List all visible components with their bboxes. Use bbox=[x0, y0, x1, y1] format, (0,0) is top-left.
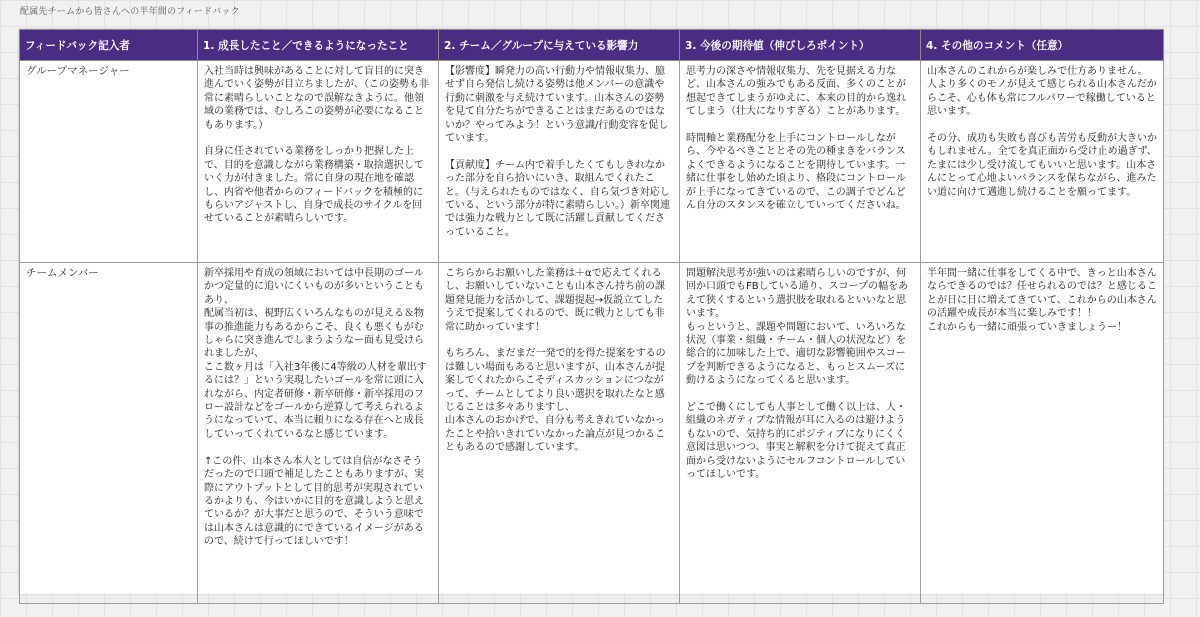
table-row bbox=[20, 61, 1164, 263]
header-growth[interactable]: 1. 成長したこと／できるようになったこと bbox=[198, 30, 439, 61]
header-expectations[interactable]: 3. 今後の期待値（伸びしろポイント） bbox=[680, 30, 921, 61]
header-reviewer[interactable]: フィードバック記入者 bbox=[20, 30, 198, 61]
growth-cell[interactable]: 新卒採用や育成の領域においては中長期のゴールかつ定量的に追いにくいものが多いということもあり、 配属当初は、視野広くいろんなものが見える＆物事の推進能力もあるからこそ、良くも悪くもがむしゃらに突き進んでしまうようなー面も見受けられましたが、 ここ数ヶ月は「入社3年後に4等級の人材を輩出するには？」という実現したいゴールを常に頭に入れながら、内定者研修・新卒研修・新卒採用のフロー設計などをゴールから逆算して考えられるようになっていて、本当に頼りになる存在へと成長していってくれているなと感じています。 ↑この件、山本さん本人としては自信がなさそうだったので口頭で補足したこともありますが、実際にアウトプットとして目的思考が実現されているかよりも、今はいかに目的を意識しようと思えているか？が大事だと思うので、そういう意味では山本さんは意識的にできているイメージがあるので、続けて行ってほしいです！ bbox=[198, 263, 439, 604]
table-header-row bbox=[20, 30, 1164, 61]
header-influence[interactable]: 2. チーム／グループに与えている影響力 bbox=[439, 30, 680, 61]
other-comments-cell[interactable]: 山本さんのこれからが楽しみで仕方ありません。人より多くのモノが見えて感じられる山本さんだからこそ、心も体も常にフルパワーで稼働していると思います。 その分、成功も失敗も喜びも苦労も反動が大きいかもしれません。全てを真正面から受け止め過ぎず、たまには少し受け流してもいいと思います。山本さんにとって心地よいバランスを保ちながら、進みたい道に向けて邁進し続けることを願ってます。 bbox=[921, 61, 1164, 263]
header-other-comments[interactable]: 4. その他のコメント（任意） bbox=[921, 30, 1164, 61]
table-row bbox=[20, 263, 1164, 604]
reviewer-cell[interactable]: チームメンバー bbox=[20, 263, 198, 604]
expectations-cell[interactable]: 問題解決思考が強いのは素晴らしいのですが、何回か口頭でもFBしている通り、スコープの幅をあえて狭くするという選択肢を取れるといいなと思います。 もっというと、課題や問題において、いろいろな状況（事業・組織・チーム・個人の状況など）を総合的に加味した上で、適切な影響範囲やスコープを判断できるようになると、もっとスムーズに動けるようになってくると思います。 どこで働くにしても人事として働く以上は、人・組織のネガティブな情報が耳に入るのは避けようもないので、気持ち的にポジティブになりにくく意図は思いつつ、事実と解釈を分けて捉えて真正面から受けないようにセルフコントロールしていってほしいです。 bbox=[680, 263, 921, 604]
feedback-table-frame bbox=[19, 29, 1163, 594]
reviewer-cell[interactable]: グループマネージャー bbox=[20, 61, 198, 263]
feedback-table bbox=[19, 29, 1164, 604]
board-title: 配属先チームから皆さんへの半年間のフィードバック bbox=[20, 7, 240, 17]
other-comments-cell[interactable]: 半年間一緒に仕事をしてくる中で、きっと山本さんならできるのでは？任せられるのでは？と感じることが日に日に増えてきていて、これからの山本さんの活躍や成長が本当に楽しみです！！ これからも一緒に頑張っていきましょうー！ bbox=[921, 263, 1164, 604]
expectations-cell[interactable]: 思考力の深さや情報収集力、先を見据える力など、山本さんの強みでもある反面、多くのことが想起できてしまうがゆえに、本来の目的から逸れてしまう（壮大になりすぎる）ことがあります。 時間軸と業務配分を上手にコントロールしながら、今やるべきこととその先の種まきをバランスよくできるようになることを期待しています。一緒に仕事をし始めた頃より、格段にコントロールが上手になってきているので、この調子でどんどん自分のスタンスを確立していってくださいね。 bbox=[680, 61, 921, 263]
influence-cell[interactable]: こちらからお願いした業務は＋αで応えてくれるし、お願いしていないことも山本さん持ち前の課題発見能力を活かして、課題提起→仮説立てしたうえで提案してくれるので、既に戦力としても非常に助かっています！ もちろん、まだまだ一発で的を得た提案をするのは難しい場面もあると思いますが、山本さんが提案してくれたからこそディスカッションにつながって、チームとしてより良い選択を取れたなと感じることは多々ありますし、 山本さんのおかげで、自分も考えきれていなかったことや拾いきれていなかった論点が見つかることもあるので感謝しています。 bbox=[439, 263, 680, 604]
influence-cell[interactable]: 【影響度】瞬発力の高い行動力や情報収集力、臆せず自ら発信し続ける姿勢は他メンバーの意識や行動に刺激を与え続けています。山本さんの姿勢を見て自分たちができることはまだあるのではないか？やってみよう！という意識/行動変容を促しています。 【貢献度】チーム内で着手したくてもしきれなかった部分を自ら拾いにいき、取組んでくれたこと。（与えられたものではなく、自ら気づき対応している、という部分が特に素晴らしい。）新卒関連では強力な戦力として既に活躍し貢献してくださっていること。 bbox=[439, 61, 680, 263]
growth-cell[interactable]: 入社当時は興味があることに対して盲目的に突き進んでいく姿勢が目立ちましたが、（この姿勢も非常に素晴らしいことなので誤解なきように。他領域の業務では、むしろこの姿勢が必要になることもあります。） 自身に任されている業務をしっかり把握した上で、目的を意識しながら業務構築・取捨選択していく力が付きました。常に自身の現在地を確認し、内省や他者からのフィードバックを積極的にもらいアジャストし、自身で成長のサイクルを回せていることが素晴らしいです。 bbox=[198, 61, 439, 263]
